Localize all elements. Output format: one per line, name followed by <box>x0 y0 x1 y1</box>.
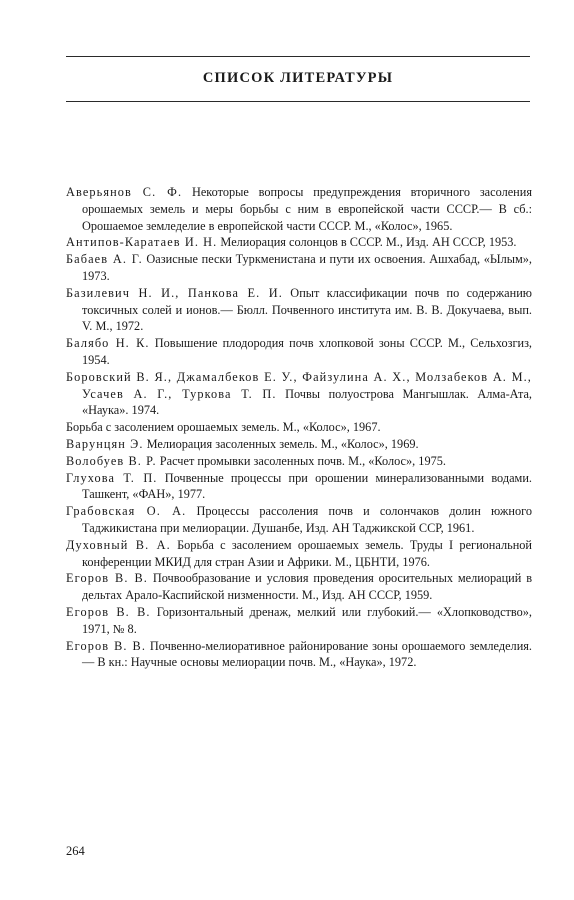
reference-text: Процессы рассоления почв и солончаков долин южного Таджикистана при мелиорации. Душанбе, Изд. АН Таджикской ССР, 1961. <box>82 504 532 535</box>
reference-author: Грабовская О. А. <box>66 504 187 519</box>
reference-text: Мелиорация засоленных земель. М., «Колос», 1969. <box>143 436 419 451</box>
reference-entry <box>66 604 532 638</box>
reference-entry <box>66 419 532 436</box>
reference-entry <box>66 285 532 335</box>
reference-author: Варунцян Э. <box>66 436 144 451</box>
reference-entry <box>66 537 532 571</box>
reference-entry <box>66 251 532 285</box>
reference-entry <box>66 453 532 470</box>
reference-text: Борьба с засолением орошаемых земель. Труды I региональной конференции МКИД для стран Азии и Африки. М., ЦБНТИ, 1976. <box>82 537 533 569</box>
reference-author: Балябо Н. К. <box>66 336 150 351</box>
reference-text: Горизонтальный дренаж, мелкий или глубокий.— «Хлопководство», 1971, № 8. <box>82 604 532 636</box>
reference-text: Повышение плодородия почв хлопковой зоны СССР. М., Сельхозгиз, 1954. <box>82 336 533 367</box>
reference-entry <box>66 503 532 537</box>
reference-entry <box>66 184 532 234</box>
reference-text: Мелиорация солонцов в СССР. М., Изд. АН СССР, 1953. <box>217 235 517 250</box>
reference-text: Некоторые вопросы предупреждения вторичного засоления орошаемых земель и меры борьбы с ним в европейской части СССР.— В сб.: Орошаемое земледелие в европейской части СССР. М., «Колос», 1965. <box>82 185 532 233</box>
reference-text: Опыт классификации почв по содержанию токсичных солей и ионов.— Бюлл. Почвенного института им. В. В. Докучаева, вып. V. М., 1972. <box>82 285 532 334</box>
reference-author: Бабаев А. Г. <box>66 252 143 267</box>
reference-author: Аверьянов С. Ф. <box>66 185 183 199</box>
reference-text: Борьба с засолением орошаемых земель. М., «Колос», 1967. <box>66 420 381 435</box>
reference-entry <box>66 470 532 504</box>
reference-author: Волобуев В. Р. <box>66 453 157 468</box>
reference-text: Почвообразование и условия проведения оросительных мелиораций в дельтах Арало-Каспийской низменности. М., Изд. АН СССР, 1959. <box>82 571 533 603</box>
page-heading: СПИСОК ЛИТЕРАТУРЫ <box>202 70 394 86</box>
page-number: 264 <box>66 844 85 858</box>
reference-author: Егоров В. В. <box>66 571 148 586</box>
reference-text: Расчет промывки засоленных почв. М., «Колос», 1975. <box>156 453 446 468</box>
reference-author: Егоров В. В. <box>66 638 147 653</box>
reference-list <box>66 184 532 671</box>
reference-author: Боровский В. Я., Джамалбеков Е. У., Файзулина А. Х., Молзабеков А. М., Усачев А. Г., Туркова Т. П. <box>66 369 532 401</box>
reference-entry <box>66 369 532 419</box>
reference-text: Почвенные процессы при орошении минерализованными водами. Ташкент, «ФАН», 1977. <box>82 470 532 502</box>
reference-author: Базилевич Н. И., Панкова Е. И. <box>66 285 283 300</box>
reference-entry <box>66 638 532 672</box>
reference-text: Почвенно-мелиоративное районирование зоны орошаемого земледелия.— В кн.: Научные основы мелиорации почв. М., «Наука», 1972. <box>82 638 533 670</box>
header-bottom-rule <box>66 101 530 102</box>
reference-entry <box>66 335 532 369</box>
reference-author: Егоров В. В. <box>66 604 151 619</box>
reference-text: Почвы полуострова Мангышлак. Алма-Ата, «Наука». 1974. <box>82 386 532 418</box>
reference-author: Глухова Т. П. <box>66 470 158 485</box>
header-top-rule <box>66 56 530 57</box>
reference-text: Оазисные пески Туркменистана и пути их освоения. Ашхабад, «Ылым», 1973. <box>82 252 532 283</box>
reference-entry <box>66 234 532 251</box>
reference-author: Духовный В. А. <box>66 537 171 552</box>
reference-entry <box>66 436 532 453</box>
reference-author: Антипов-Каратаев И. Н. <box>66 235 218 250</box>
reference-entry <box>66 570 532 604</box>
